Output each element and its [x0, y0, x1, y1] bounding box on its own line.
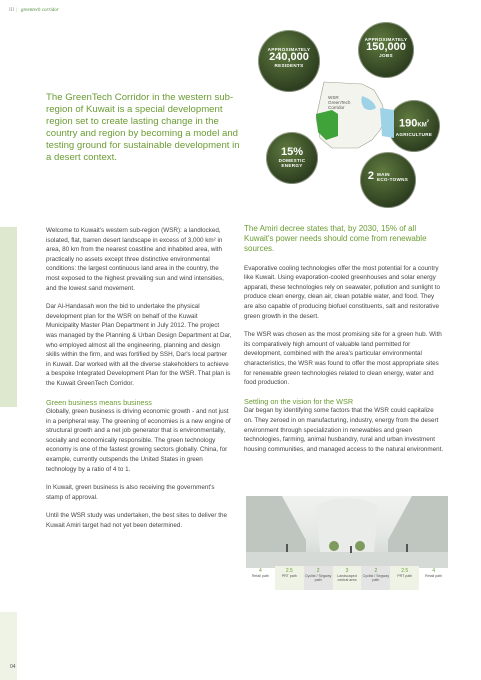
agriculture-label: AGRICULTURE — [395, 131, 433, 137]
left-paragraph-2: Dar Al-Handasah won the bid to undertake the physical development plan for the WSR on behalf of the Kuwait Municipality Master Plan Department in July 2012. The project was managed by the Planning & Urban Design Department at Dar, who employed almost all the engineering, planning and design skills within the firm, and was fortified by SSH, Dar's local partner in Kuwait. Dar worked with all the diverse stakeholders to achieve a bespoke Integrated Development Plan for the WSR. That plan is the Kuwait GreenTech Corridor. — [46, 303, 232, 387]
legend-width: 2 — [316, 568, 320, 574]
legend-width: 2 — [374, 568, 378, 574]
legend-width: 4 — [432, 568, 435, 574]
residents-prefix: APPROXIMATELY — [267, 47, 311, 52]
right-paragraph-1: Evaporative cooling technologies offer the most potential for a country like Kuwait. Using evaporation-cooled greenhouses and solar energy apparati, these technologies rely on seawater, pollution and sunlight to produce clean energy, clean air, clean potable water, and food. They are also capable of producing biofuel constituents, salt and restorative green growth in the desert. — [244, 264, 441, 320]
legend-item — [246, 566, 275, 590]
left-paragraph-4: In Kuwait, green business is also receiving the government's stamp of approval. — [46, 484, 215, 501]
residents-label: RESIDENTS — [274, 63, 304, 68]
side-accent-bar — [0, 227, 17, 407]
legend-label: Retail path — [251, 574, 270, 578]
kuwait-map — [302, 78, 394, 152]
legend-item — [419, 566, 448, 590]
person-3 — [406, 544, 408, 552]
legend-width: 3 — [345, 568, 349, 574]
left-paragraph-3: Globally, green business is driving economic growth - and not just in a peripheral way. The greening of economies is a new engine of structural growth and a net job generator that is environmentally, socially and economically responsible. The green technology economy is one of the fastest growing sectors globally. China, for example, currently outspends the United States in green technology by a ratio of 4 to 1. — [46, 408, 231, 473]
map-label-line2: GreenTech — [328, 100, 351, 105]
residents-value: 240,000 — [269, 51, 309, 63]
legend-width: 2.5 — [401, 568, 409, 574]
person-1 — [286, 544, 288, 552]
right-paragraph-2: The WSR was chosen as the most promising site for a green hub. With its comparatively high amount of valuable land permitted for development, combined with the area's particular environmental characteristics, the WSR was found to offer the most appropriate sites for renewable green technologies related to clean energy, water and food production. — [244, 331, 442, 387]
map-label-line3: Corridor — [328, 105, 345, 110]
header-separator: | — [16, 8, 18, 13]
central-arch — [316, 498, 378, 552]
legend-label: PRT path — [281, 574, 297, 578]
energy-value: 15% — [280, 146, 304, 158]
left-column — [46, 226, 232, 540]
legend-width: 4 — [259, 568, 262, 574]
energy-label2: ENERGY — [281, 163, 303, 168]
ecotowns-labels — [377, 172, 408, 182]
map-label — [328, 95, 368, 110]
left-heading: Green business means business — [46, 397, 152, 407]
legend-item — [333, 566, 362, 590]
ecotowns-row — [360, 171, 416, 182]
ecotowns-label2: ECO-TOWNS — [376, 176, 409, 182]
header-section: greentech corridor — [21, 8, 59, 13]
legend-item — [275, 566, 304, 590]
legend-label: Cyclist / Segway path — [362, 574, 390, 582]
map-label-line1: WSR — [328, 95, 339, 100]
energy-label1: DOMESTIC — [278, 158, 306, 163]
legend-label: Landscaped central area — [337, 574, 357, 582]
ecotowns-circle — [360, 152, 416, 208]
legend-width: 2.5 — [285, 568, 293, 574]
jobs-circle — [358, 22, 414, 78]
legend-label: Cyclist / Segway path — [304, 574, 332, 582]
agriculture-number: 190 — [399, 117, 418, 130]
left-paragraph-1: Welcome to Kuwait's western sub-region (WSR): a landlocked, isolated, flat, barren desert landscape in excess of 3,000 km² in area, 80 km from the nearest coastline and inhabited area, with practically no assets except three distinctive environmental conditions: the largest continuous land area in the country, the most exposed to the highest prevailing sun and wind intensities, and the lowest sand movement. — [46, 227, 224, 292]
person-2 — [350, 546, 352, 553]
tree-1 — [329, 541, 339, 551]
legend-item — [361, 566, 390, 590]
intro-statement: The GreenTech Corridor in the western sub-region of Kuwait is a special development region set to create lasting change in the country and region by becoming a model and testing ground for sustainable development in a desert context. — [46, 92, 240, 163]
left-paragraph-5: Until the WSR study was undertaken, the best sites to deliver the Kuwait Amiri target had not yet been determined. — [46, 512, 227, 530]
right-column — [244, 224, 444, 463]
ecotowns-value: 2 — [367, 170, 374, 182]
legend-label: PRT path — [397, 574, 413, 578]
section-legend — [246, 566, 448, 590]
tree-2 — [355, 541, 365, 551]
jobs-prefix: APPROXIMATELY — [364, 37, 408, 42]
header-page: III — [9, 8, 14, 13]
jobs-label: JOBS — [379, 53, 393, 58]
street-section-illustration — [246, 496, 448, 568]
map-coast — [380, 108, 394, 138]
agriculture-value — [388, 115, 440, 132]
right-heading: Settling on the vision for the WSR — [244, 396, 354, 406]
page-number: 04 — [10, 664, 16, 670]
ecotowns-label1: MAIN — [376, 171, 390, 177]
pull-quote: The Amiri decree states that, by 2030, 15% of all Kuwait's power needs should come from renewable sources. — [244, 224, 427, 254]
street-section-drawing — [246, 496, 448, 568]
legend-item — [304, 566, 333, 590]
agriculture-sup: 2 — [426, 118, 429, 123]
legend-item — [390, 566, 419, 590]
legend-label: Retail path — [424, 574, 443, 578]
agriculture-circle — [388, 100, 440, 152]
running-header — [9, 8, 59, 13]
right-paragraph-3: Dar began by identifying some factors that the WSR could capitalize on. They zeroed in on manufacturing, industry, energy from the desert environment through specialization in renewables and green technologies, farming, animal husbandry, rural and urban investment housing communities, and managed access to the natural environment. — [244, 407, 444, 453]
agriculture-unit: KM — [417, 122, 427, 129]
jobs-value: 150,000 — [366, 41, 406, 53]
